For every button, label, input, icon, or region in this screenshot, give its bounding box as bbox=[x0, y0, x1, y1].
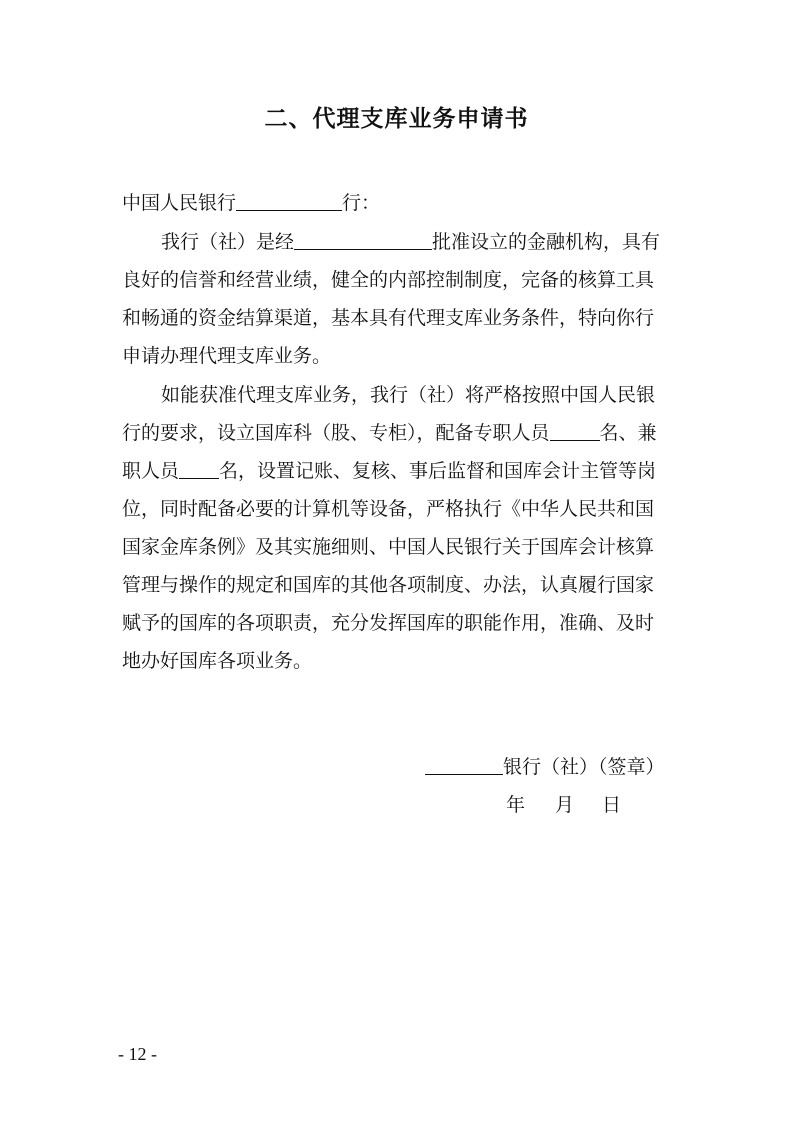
page-number: - 12 - bbox=[118, 1044, 157, 1064]
para2-line8: 地办好国库各项业务。 bbox=[122, 650, 313, 672]
para2-text-c: 职人员 bbox=[122, 460, 180, 482]
para2-text-b: 名、兼 bbox=[599, 422, 657, 444]
date-month: 月 bbox=[555, 794, 575, 816]
para2-line1: 如能获准代理支库业务，我行（社）将严格按照中国人民银 bbox=[161, 384, 656, 406]
signature-line bbox=[425, 752, 665, 779]
para1-line2: 良好的信誉和经营业绩，健全的内部控制制度，完备的核算工具 bbox=[122, 269, 655, 291]
para2-line3 bbox=[122, 459, 656, 483]
para1-line3: 和畅通的资金结算渠道，基本具有代理支库业务条件，特向你行 bbox=[122, 307, 655, 329]
document-title: 二、代理支库业务申请书 bbox=[264, 106, 529, 132]
salutation-suffix: 行： bbox=[342, 192, 381, 214]
salutation-line bbox=[122, 191, 380, 215]
para2-line4: 位，同时配备必要的计算机等设备，严格执行《中华人民共和国 bbox=[122, 498, 655, 520]
para2-text-a: 行的要求，设立国库科（股、专柜），配备专职人员 bbox=[122, 422, 550, 444]
salutation-prefix: 中国人民银行 bbox=[122, 192, 237, 214]
para1-line4: 申请办理代理支库业务。 bbox=[122, 345, 332, 367]
para2-line6: 管理与操作的规定和国库的其他各项制度、办法，认真履行国家 bbox=[122, 574, 655, 596]
para2-text-d: 名，设置记账、复核、事后监督和国库会计主管等岗 bbox=[219, 460, 657, 482]
bank-name-blank bbox=[236, 192, 342, 211]
para2-line5: 国家金库条例》及其实施细则、中国人民银行关于国库会计核算 bbox=[122, 536, 655, 558]
para1-text-b: 批准设立的金融机构，具有 bbox=[432, 231, 661, 253]
date-day: 日 bbox=[602, 794, 622, 816]
para2-line2 bbox=[122, 421, 657, 445]
para1-line1 bbox=[161, 230, 660, 254]
signature-blank bbox=[425, 756, 503, 775]
para2-line7: 赋予的国库的各项职责，充分发挥国库的职能作用，准确、及时 bbox=[122, 612, 655, 634]
fulltime-staff-blank bbox=[550, 422, 600, 441]
date-year: 年 bbox=[506, 794, 526, 816]
parttime-staff-blank bbox=[179, 460, 219, 479]
date-line bbox=[506, 790, 621, 817]
signature-label: 银行（社）（签章） bbox=[503, 756, 665, 778]
approver-blank bbox=[294, 231, 432, 250]
para1-text-a: 我行（社）是经 bbox=[161, 231, 295, 253]
